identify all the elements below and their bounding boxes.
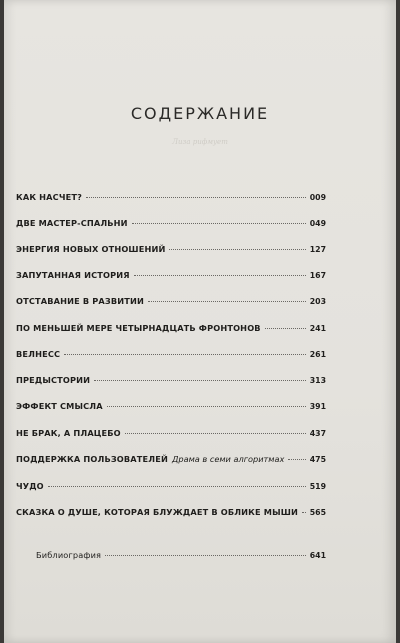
toc-entry-subtitle: Драма в семи алгоритмах [171,454,285,464]
toc-entry-page: 391 [309,402,326,411]
dot-leader [169,249,305,250]
dot-leader [125,433,306,434]
toc-entry [16,244,326,258]
toc-entry-title: ПРЕДЫСТОРИИ [16,375,91,385]
toc-entry-title: НЕ БРАК, А ПЛАЦЕБО [16,428,121,438]
toc-entry-page: 313 [309,376,326,385]
toc-entry-title: Библиография [36,550,102,560]
dot-leader [107,406,306,407]
toc-entry [16,349,326,363]
toc-entry-page: 127 [309,245,326,254]
toc-entry [16,428,326,442]
toc-entry [16,401,326,415]
page-title: СОДЕРЖАНИЕ [130,104,270,123]
dot-leader [302,512,306,513]
toc-entry-title: ПОДДЕРЖКА ПОЛЬЗОВАТЕЛЕЙ [16,454,168,464]
toc-entry-title: ДВЕ МАСТЕР-СПАЛЬНИ [16,218,128,228]
toc-entry-page: 009 [309,193,326,202]
toc-entry [16,192,326,206]
dot-leader [265,328,306,329]
toc-entry-title: ЧУДО [16,481,44,491]
dot-leader [148,301,306,302]
toc-entry-page: 565 [309,508,326,517]
toc-entry-title: ЭНЕРГИЯ НОВЫХ ОТНОШЕНИЙ [16,244,166,254]
toc-entry-page: 519 [309,482,326,491]
toc-entry-page: 241 [309,324,326,333]
toc-entry-page: 437 [309,429,326,438]
toc-entry-page: 203 [309,297,326,306]
dot-leader [94,380,306,381]
toc-entry-title: СКАЗКА О ДУШЕ, КОТОРАЯ БЛУЖДАЕТ В ОБЛИКЕ МЫШИ [16,507,298,517]
toc-entry [16,270,326,284]
toc-entry [16,454,326,468]
toc-entry-page: 641 [309,551,326,560]
dot-leader [134,275,306,276]
dot-leader [288,459,305,460]
toc-entry [16,481,326,495]
toc-entry-title: ВЕЛНЕСС [16,349,61,359]
toc-entry-title: ЗАПУТАННАЯ ИСТОРИЯ [16,270,130,280]
toc-entry [16,218,326,232]
toc-entry-page: 475 [309,455,326,464]
toc-entry-title: ПО МЕНЬШЕЙ МЕРЕ ЧЕТЫРНАДЦАТЬ ФРОНТОНОВ [16,323,261,333]
dot-leader [86,197,306,198]
toc-entry-title: ОТСТАВАНИЕ В РАЗВИТИИ [16,296,144,306]
toc-entry-title: КАК НАСЧЕТ? [16,192,82,202]
toc-entry-page: 049 [309,219,326,228]
bleed-through-text: Лиза рифмует [172,138,228,146]
toc-entry-bibliography [36,550,326,564]
dot-leader [48,486,306,487]
toc-entry [16,507,326,521]
toc-entry-title: ЭФФЕКТ СМЫСЛА [16,401,103,411]
dot-leader [132,223,306,224]
toc-entry-page: 167 [309,271,326,280]
toc-entry [16,375,326,389]
toc-entry [16,323,326,337]
dot-leader [64,354,306,355]
toc-entry-page: 261 [309,350,326,359]
toc-entry [16,296,326,310]
dot-leader [105,555,306,556]
book-page [4,0,396,643]
